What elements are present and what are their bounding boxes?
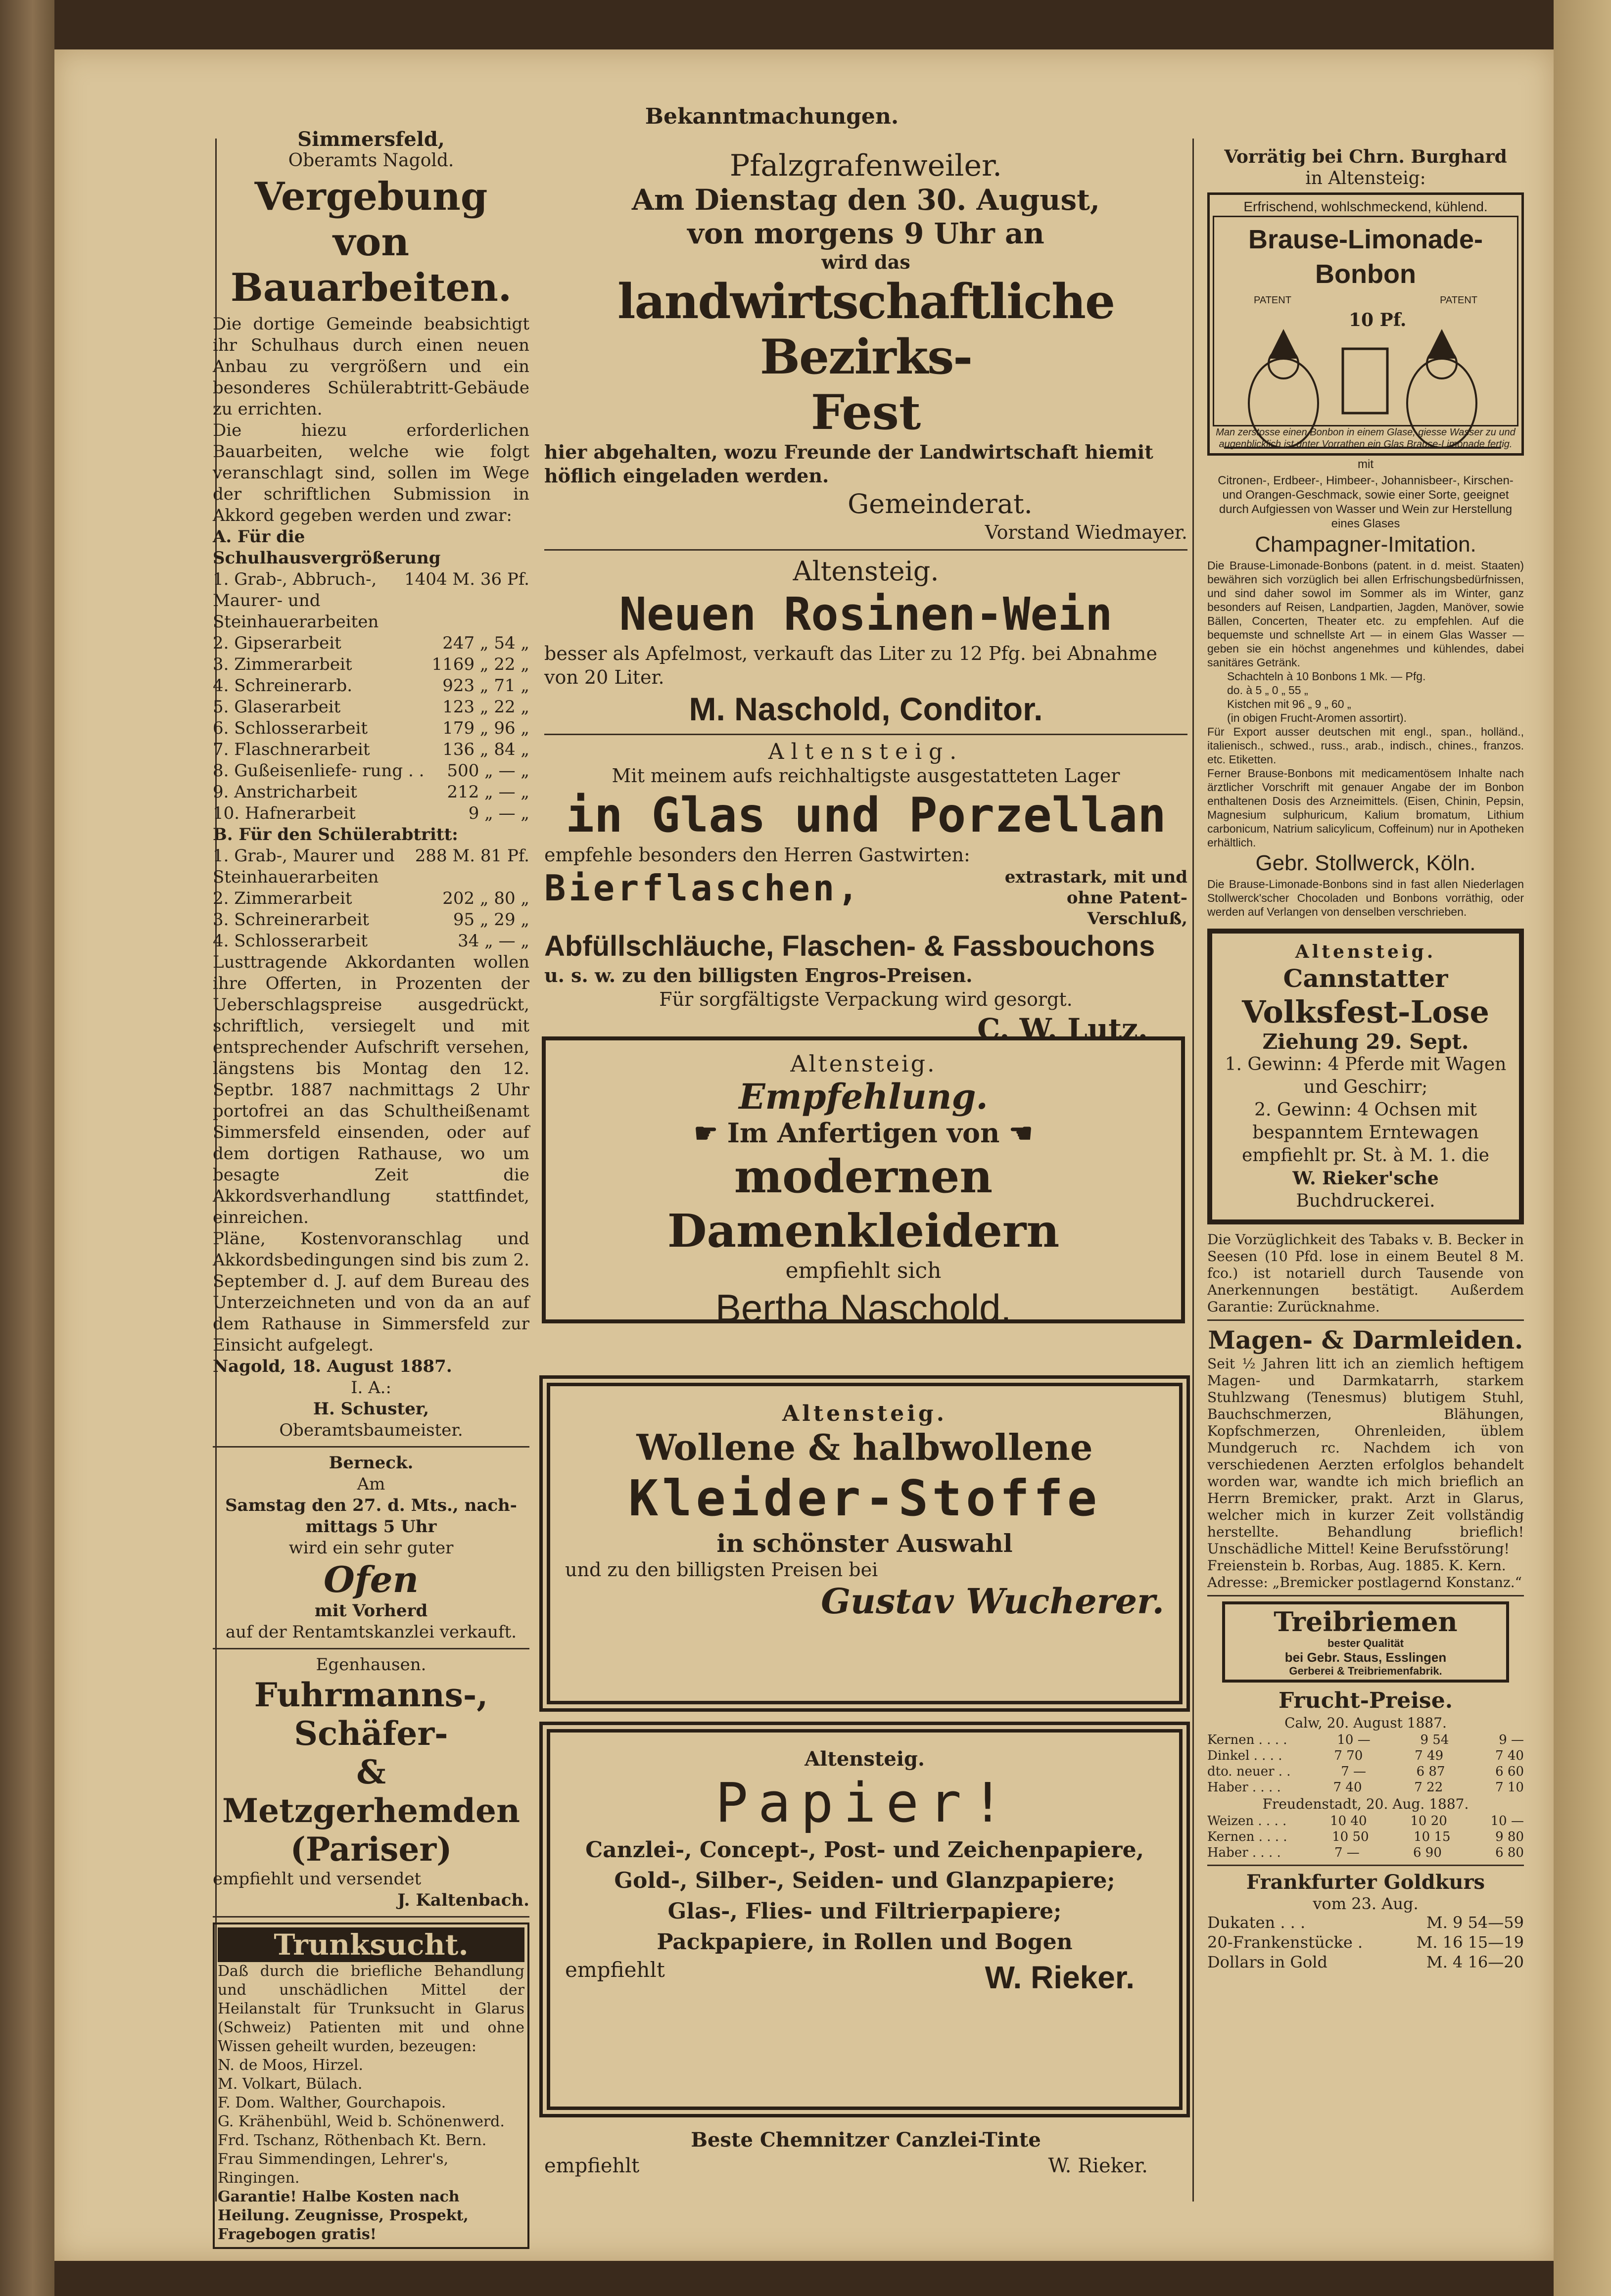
cost-item-name: 1. Grab-, Abbruch-, Maurer- und Steinhauerarbeiten: [213, 569, 379, 632]
brause-tag: Erfrischend, wohlschmeckend, kühlend.: [1243, 199, 1488, 214]
damen-big: modernen Damenkleidern: [667, 1150, 1060, 1258]
glas-bier-row: [544, 867, 1187, 929]
price-cell: 10 50: [1332, 1829, 1369, 1844]
berneck-l2: Samstag den 27. d. Mts., nach-: [225, 1496, 517, 1515]
testimonial-name: G. Krähenbühl, Weid b. Schönenwerd.: [218, 2113, 505, 2130]
stoffe-big: Kleider-Stoffe: [628, 1469, 1101, 1527]
damen-place: Altensteig.: [790, 1050, 937, 1077]
glas-sign: C. W. Lutz.: [977, 1012, 1148, 1046]
glas-place: Altensteig.: [768, 739, 964, 764]
egenhausen-l1: empfiehlt und versendet: [213, 1869, 422, 1889]
papier-big: Papier!: [715, 1771, 1014, 1834]
cost-item-value: 202 „ 80 „: [442, 889, 529, 908]
cost-item: [213, 697, 529, 718]
pfalz-sign2: Vorstand Wiedmayer.: [985, 521, 1187, 543]
brause-p3: Kistchen mit 96 „ 9 „ 60 „: [1227, 698, 1351, 710]
gold-table: [1207, 1913, 1524, 1972]
cost-item: [213, 888, 529, 909]
cost-item-name: 5. Glaserarbeit: [213, 697, 341, 717]
price-cell: 10 20: [1410, 1814, 1447, 1828]
cost-item: [213, 633, 529, 654]
cost-item-value: 179 „ 96 „: [442, 718, 529, 738]
brause-p4: (in obigen Frucht-Aromen assortirt).: [1227, 711, 1407, 724]
berneck-l5: mit Vorherd: [314, 1601, 428, 1621]
cost-item-name: 3. Schreinerarbeit: [213, 910, 369, 930]
cost-item: [213, 675, 529, 697]
price-cell: 6 90: [1413, 1845, 1442, 1860]
column-1: [213, 129, 529, 2249]
price-cell: 20-Frankenstücke .: [1207, 1933, 1363, 1952]
pfalz-big2: Fest: [810, 384, 921, 440]
cost-item-value: 95 „ 29 „: [453, 910, 529, 930]
trunksucht-foot: Garantie! Halbe Kosten nach Heilung. Zeugnisse, Prospekt, Fragebogen gratis!: [218, 2188, 469, 2243]
glas-l3: Abfüllschläuche, Flaschen- & Fassbouchons: [544, 930, 1155, 962]
simmersfeld-signtitle: Oberamtsbaumeister.: [279, 1420, 463, 1440]
stoffe-place: Altensteig.: [782, 1401, 948, 1426]
divider: [544, 549, 1187, 551]
column-2: [544, 148, 1187, 1047]
cost-item-name: 6. Schlosserarbeit: [213, 718, 368, 738]
damen-h1: Empfehlung.: [739, 1076, 988, 1117]
lose-box: [1207, 929, 1524, 1224]
tinte-sign: W. Rieker.: [1048, 2155, 1148, 2177]
magen-sign: Freienstein b. Rorbas, Aug. 1885. K. Kern.: [1207, 1557, 1506, 1574]
price-cell: 7 49: [1415, 1748, 1444, 1763]
glas-big: in Glas und Porzellan: [566, 788, 1166, 843]
section-b: B. Für den Schülerabtritt:: [213, 825, 458, 844]
egenhausen-h1: Fuhrmanns-, Schäfer-: [254, 1676, 488, 1753]
papier-l2: Gold-, Silber-, Seiden- und Glanzpapiere;: [614, 1868, 1115, 1893]
egenhausen-h2: & Metzgerhemden: [222, 1753, 520, 1830]
divider: [213, 1916, 529, 1918]
trunksucht-head: Trunksucht.: [218, 1927, 524, 1962]
pfalz-l3: wird das: [821, 251, 910, 273]
glas-l4: u. s. w. zu den billigsten Engros-Preisen.: [544, 964, 973, 986]
simmersfeld-headline: Vergebung von Bauarbeiten.: [230, 174, 512, 310]
lose-sign2: Buchdruckerei.: [1296, 1191, 1435, 1211]
price-cell: M. 4 16—20: [1426, 1953, 1524, 1971]
damen-ad: [542, 1036, 1185, 1330]
frucht-freud: Freudenstadt, 20. Aug. 1887.: [1262, 1796, 1469, 1812]
brause-patent-row: [1214, 291, 1517, 309]
price-row: [1207, 1932, 1524, 1952]
brause-firm: Gebr. Stollwerck, Köln.: [1255, 851, 1476, 875]
price-cell: Haber . . . .: [1207, 1845, 1281, 1860]
glas-bier: Bierflaschen,: [544, 867, 862, 909]
price-cell: 9 —: [1499, 1733, 1524, 1747]
damen-h2: Im Anfertigen von: [727, 1117, 1000, 1149]
simmersfeld-body2: Pläne, Kostenvoranschlag und Akkordsbedingungen sind bis zum 2. September d. J. auf dem Bureau des Unterzeichneten und von da an auf dem Rathause in Simmersfeld zur Einsicht aufgelegt.: [213, 1229, 529, 1355]
berneck-l4: wird ein sehr guter: [288, 1538, 454, 1558]
brause-top1: Vorrätig bei Chrn. Burghard: [1224, 146, 1507, 167]
simmersfeld-intro2: Die hiezu erforderlichen Bauarbeiten, welche wie folgt veranschlagt sind, sollen im Wege der schriftlichen Submission in Akkord gegeben werden und zwar:: [213, 421, 529, 525]
simmersfeld-body: Lusttragende Akkordanten wollen ihre Offerten, in Prozenten der Ueberschlagspreise ausgedrückt, schriftlich, versiegelt und mit entsprechender Aufschrift versehen, längstens bis Montag den 12. Septbr. 1887 nachmittags 2 Uhr portofrei an das Schultheißenamt Simmersfeld einsenden, oder auf dem dortigen Rathause, wo um besagte Zeit die Akkordsverhandlung stattfindet, einreichen.: [213, 952, 529, 1227]
cost-item-value: 288 M. 81 Pf.: [415, 846, 529, 866]
stoffe-l1: in schönster Auswahl: [716, 1529, 1013, 1558]
price-cell: 7 22: [1414, 1780, 1443, 1795]
lose-sign: W. Rieker'sche: [1292, 1168, 1439, 1189]
cost-item: [213, 803, 529, 824]
glas-bier2: extrastark, mit und ohne Patent-Verschluß,: [1004, 867, 1187, 929]
cost-item-name: 1. Grab-, Maurer und Steinhauerarbeiten: [213, 846, 395, 887]
items-b-list: [213, 845, 529, 952]
testimonial-name: M. Volkart, Bülach.: [218, 2075, 363, 2093]
price-cell: M. 16 15—19: [1416, 1933, 1524, 1952]
cost-item: [213, 654, 529, 675]
price-cell: M. 9 54—59: [1426, 1913, 1524, 1932]
price-row: [1207, 1845, 1524, 1861]
price-cell: Kernen . . . .: [1207, 1733, 1287, 1747]
price-row: [1207, 1813, 1524, 1829]
divider: [213, 1648, 529, 1649]
book-binding: [0, 0, 54, 2296]
cost-item: [213, 909, 529, 931]
cost-item: [213, 569, 529, 633]
simmersfeld-ia: I. A.:: [351, 1378, 391, 1398]
brause-flav: Citronen-, Erdbeer-, Himbeer-, Johannisbeer-, Kirschen- und Orangen-Geschmack, sowie einer Sorte, geeignet durch Aufgiessen von Wasser und Wein zur Herstellung eines Glases: [1218, 474, 1514, 530]
page-edge: [1554, 0, 1611, 2296]
pfalz-big1: landwirtschaftliche Bezirks-: [617, 274, 1115, 385]
papier-l1: Canzlei-, Concept-, Post- und Zeichenpapiere,: [585, 1837, 1144, 1863]
treib-l2: bei Gebr. Staus, Esslingen: [1284, 1650, 1447, 1665]
price-cell: 7 40: [1333, 1780, 1362, 1795]
price-cell: 6 60: [1495, 1764, 1524, 1779]
cost-item: [213, 760, 529, 782]
treib-big: Treibriemen: [1274, 1606, 1458, 1638]
price-row: [1207, 1780, 1524, 1795]
pfalz-sign: Gemeinderat.: [848, 488, 1033, 519]
cost-item-value: 1169 „ 22 „: [431, 655, 529, 674]
lose-place: Altensteig.: [1295, 941, 1436, 962]
brause-foot: Die Brause-Limonade-Bonbons sind in fast allen Niederlagen Stollwerck'scher Chocoladen und Bonbons vorräthig, oder werden auf Verlangen von denselben verschrieben.: [1207, 878, 1524, 918]
cost-item-name: 9. Anstricharbeit: [213, 782, 357, 802]
treib-l3: Gerberei & Treibriemenfabrik.: [1289, 1665, 1442, 1677]
tinte-l1: Beste Chemnitzer Canzlei-Tinte: [691, 2128, 1041, 2152]
price-cell: dto. neuer . .: [1207, 1764, 1291, 1779]
price-cell: Weizen . . . .: [1207, 1814, 1287, 1828]
papier-place: Altensteig.: [805, 1747, 925, 1771]
papier-l4: Packpapiere, in Rollen und Bogen: [657, 1929, 1073, 1955]
damen-l1: empfiehlt sich: [785, 1258, 942, 1283]
price-cell: Dollars in Gold: [1207, 1953, 1327, 1971]
trunksucht-box: [213, 1922, 529, 2249]
simmersfeld-sign: H. Schuster,: [313, 1399, 429, 1419]
simmersfeld-intro: Die dortige Gemeinde beabsichtigt ihr Schulhaus durch einen neuen Anbau zu vergrößern und ein besonderes Schülerabtritt-Gebäude zu errichten.: [213, 314, 529, 419]
cost-item-name: 3. Zimmerarbeit: [213, 655, 352, 674]
egenhausen-sign: J. Kaltenbach.: [397, 1890, 529, 1910]
lose-l2: 1. Gewinn: 4 Pferde mit Wagen und Geschirr;: [1225, 1054, 1507, 1097]
lose-h1: Cannstatter: [1283, 964, 1448, 993]
price-cell: 10 —: [1490, 1814, 1524, 1828]
berneck-l6: auf der Rentamtskanzlei verkauft.: [225, 1622, 517, 1642]
rosine-sign: M. Naschold, Conditor.: [689, 691, 1043, 727]
price-cell: 9 54: [1420, 1733, 1449, 1747]
brause-illustration: [1213, 216, 1518, 426]
papier-ad: [539, 1722, 1190, 2117]
section-header: Bekanntmachungen.: [645, 104, 899, 129]
trunksucht-names: [218, 2056, 524, 2188]
treib-l1: bester Qualität: [1327, 1637, 1404, 1649]
column-3: [1207, 146, 1524, 1972]
stoffe-ad: [539, 1375, 1190, 1712]
divider: [1207, 1319, 1524, 1321]
cost-item: [213, 845, 529, 888]
price-row: [1207, 1913, 1524, 1932]
cost-item-value: 34 „ — „: [458, 931, 529, 951]
cost-item-value: 923 „ 71 „: [442, 676, 529, 696]
damen-h2-row: [556, 1117, 1171, 1149]
brause-logo: Brause-Limonade-Bonbon: [1248, 225, 1483, 289]
simmersfeld-date: Nagold, 18. August 1887.: [213, 1357, 452, 1376]
cost-item-name: 4. Schreinerarb.: [213, 676, 353, 696]
glas-l5: Für sorgfältigste Verpackung wird gesorgt.: [659, 988, 1073, 1010]
testimonial-name: Frau Simmendingen, Lehrer's, Ringingen.: [218, 2151, 449, 2187]
lose-l3: 2. Gewinn: 4 Ochsen mit bespanntem Erntewagen: [1252, 1100, 1479, 1143]
cost-item: [213, 931, 529, 952]
price-row: [1207, 1764, 1524, 1780]
testimonial-name: Frd. Tschanz, Röthenbach Kt. Bern.: [218, 2132, 487, 2149]
frucht-calw: Calw, 20. August 1887.: [1284, 1715, 1447, 1731]
brause-price: 10 Pf.: [1349, 310, 1407, 330]
cost-item-name: 10. Hafnerarbeit: [213, 803, 356, 823]
cost-item-value: 136 „ 84 „: [442, 740, 529, 759]
rosine-l1: besser als Apfelmost, verkauft das Liter zu 12 Pfg. bei Abnahme von 20 Liter.: [544, 643, 1157, 688]
egenhausen-h3: (Pariser): [290, 1830, 452, 1869]
glas-l1: Mit meinem aufs reichhaltigste ausgestatteten Lager: [612, 765, 1120, 787]
pfalz-l1: Am Dienstag den 30. August,: [631, 183, 1100, 217]
price-cell: 6 80: [1495, 1845, 1524, 1860]
frucht-head: Frucht-Preise.: [1278, 1688, 1453, 1713]
cost-item-name: 7. Flaschnerarbeit: [213, 740, 370, 759]
stoffe-h1: Wollene & halbwollene: [636, 1426, 1093, 1468]
magen-head: Magen- & Darmleiden.: [1208, 1325, 1523, 1355]
pointing-hand-left-icon: ☛: [694, 1117, 718, 1149]
divider: [544, 734, 1187, 735]
magen-body: Seit ½ Jahren litt ich an ziemlich heftigem Magen- und Darmkatarrh, starkem Stuhlzwang (Tenesmus) blutigem Stuhl, Bauchschmerzen, Blähungen, Kopfschmerzen, Ohrenleiden, üblem Mundgeruch rc. Nachdem ich von verschiedenen Aerzten erfolglos behandelt worden war, wandte ich mich brieflich an Herrn Bremicker, prakt. Arzt in Glarus, welcher mich in kurzer Zeit vollständig herstellte. Behandlung brieflich! Unschädliche Mittel! Keine Berufsstörung!: [1207, 1356, 1524, 1557]
frucht-freud-table: [1207, 1813, 1524, 1861]
papier-l3: Glas-, Flies- und Filtrierpapiere;: [667, 1899, 1062, 1924]
tinte-l2: empfiehlt: [544, 2155, 640, 2177]
gold-head: Frankfurter Goldkurs: [1246, 1871, 1485, 1894]
price-cell: 7 —: [1341, 1764, 1366, 1779]
lose-l4: empfiehlt pr. St. à M. 1. die: [1242, 1145, 1489, 1166]
tinte-row: [544, 2153, 1187, 2179]
gnome-illustration-icon: [1214, 309, 1511, 458]
brause-p1: Schachteln à 10 Bonbons 1 Mk. — Pfg.: [1227, 670, 1426, 683]
rosine-place: Altensteig.: [793, 556, 939, 587]
section-a: A. Für die Schulhausvergrößerung: [213, 527, 441, 568]
cost-item: [213, 718, 529, 739]
items-a-list: [213, 569, 529, 824]
papier-sign: W. Rieker.: [985, 1960, 1135, 1995]
damen-sign: Bertha Naschold.: [715, 1286, 1012, 1330]
papier-foot: [565, 1958, 1164, 1997]
tinte-ad: [544, 2127, 1187, 2179]
cost-item-value: 500 „ — „: [447, 761, 529, 781]
simmersfeld-place: Simmersfeld,: [297, 128, 445, 151]
price-cell: 7 70: [1334, 1748, 1363, 1763]
price-cell: 7 10: [1495, 1780, 1524, 1795]
price-cell: Dinkel . . . .: [1207, 1748, 1282, 1763]
cost-item-name: 2. Zimmerarbeit: [213, 889, 352, 908]
price-cell: 10 15: [1414, 1829, 1451, 1844]
tabak-body: Die Vorzüglichkeit des Tabaks v. B. Becker in Seesen (10 Pfd. lose in einem Beutel 8 M. fco.) ist notariell durch Tausende von Anerkennungen bestätigt. Außerdem Garantie: Zurücknahme.: [1207, 1231, 1524, 1315]
cost-item: [213, 739, 529, 760]
price-row: [1207, 1732, 1524, 1748]
brause-caption: Man zerstosse einen Bonbon in einem Glase, giesse Wasser zu und augenblicklich ist unter Vorrathen ein Glas Brause-Limonade fertig.: [1216, 427, 1516, 450]
pfalz-place: Pfalzgrafenweiler.: [729, 148, 1002, 183]
brause-body2: Für Export ausser deutschen mit engl., span., holländ., italienisch., schwed., russ., arab., indisch., chines., franzos. etc. Etiketten.: [1207, 725, 1524, 766]
price-cell: 7 —: [1334, 1845, 1360, 1860]
price-row: [1207, 1829, 1524, 1845]
berneck-place: Berneck.: [329, 1453, 414, 1473]
cost-item-value: 123 „ 22 „: [442, 697, 529, 717]
stoffe-l2: und zu den billigsten Preisen bei: [565, 1559, 878, 1581]
cost-item-name: 4. Schlosserarbeit: [213, 931, 368, 951]
cost-item-value: 1404 M. 36 Pf.: [404, 569, 529, 589]
divider: [1207, 1595, 1524, 1596]
berneck-big: Ofen: [324, 1558, 419, 1600]
cost-item: [213, 782, 529, 803]
price-row: [1207, 1748, 1524, 1764]
column-rule-right: [1192, 139, 1194, 2202]
cost-item-value: 247 „ 54 „: [442, 633, 529, 653]
brause-patent2: PATENT: [1440, 295, 1477, 306]
price-cell: 10 40: [1330, 1814, 1367, 1828]
cost-item-name: 8. Gußeisenliefe- rung . .: [213, 761, 425, 781]
price-cell: 6 87: [1416, 1764, 1445, 1779]
simmersfeld-sub: Oberamts Nagold.: [288, 150, 454, 171]
brause-patent1: PATENT: [1254, 295, 1291, 306]
lose-big: Volksfest-Lose: [1242, 994, 1489, 1030]
rosine-big: Neuen Rosinen-Wein: [619, 588, 1113, 641]
trunksucht-body: Daß durch die briefliche Behandlung und unschädlichen Mittel der Heilanstalt für Trunksucht in Glarus (Schweiz) Patienten mit und ohne Wissen geheilt wurden, bezeugen:: [218, 1963, 524, 2055]
price-cell: Kernen . . . .: [1207, 1829, 1287, 1844]
price-row: [1207, 1952, 1524, 1972]
pointing-hand-right-icon: ☚: [1009, 1117, 1033, 1149]
pfalz-l2: von morgens 9 Uhr an: [687, 217, 1044, 250]
magen-addr: Adresse: „Bremicker postlagernd Konstanz.“: [1207, 1574, 1522, 1591]
price-cell: 10 —: [1337, 1733, 1371, 1747]
divider: [213, 1446, 529, 1448]
egenhausen-place: Egenhausen.: [316, 1655, 426, 1675]
brause-top2: in Altensteig:: [1305, 168, 1426, 188]
berneck-l3: mittags 5 Uhr: [305, 1517, 437, 1537]
treib-box: [1222, 1601, 1509, 1683]
testimonial-name: F. Dom. Walther, Gourchapois.: [218, 2094, 446, 2111]
glas-l2: empfehle besonders den Herren Gastwirten:: [544, 844, 970, 866]
cost-item-name: 2. Gipserarbeit: [213, 633, 341, 653]
lose-l1: Ziehung 29. Sept.: [1262, 1030, 1469, 1054]
testimonial-name: N. de Moos, Hirzel.: [218, 2057, 363, 2074]
brause-body3: Ferner Brause-Bonbons mit medicamentösem Inhalte nach ärztlicher Vorschrift mit genauer Angabe der im Bonbon enthaltenen Dosis des Arzneimittels. (Eisen, Chinin, Pepsin, Magnesium sulphuricum, Kalium bromatum, Lithium carbonicum, Natrium salicylicum, Coffeinum) nur in Apotheken erhältlich.: [1207, 767, 1524, 849]
pfalz-l4: hier abgehalten, wozu Freunde der Landwirtschaft hiemit höflich eingeladen werden.: [544, 441, 1153, 487]
brause-body: Die Brause-Limonade-Bonbons (patent. in d. meist. Staaten) bewähren sich vorzüglich bei allen Erfrischungsbedürfnissen, und sind daher sowol im Sommer als im Winter, ganz besonders auf Reisen, Landpartien, Jagden, Manöver, sowie Bällen, Concerten, Theater etc. zu empfehlen. Auf die bequemste und schnellste Art — in einem Glas Wasser — geben sie ein höchst angenehmes und kühlendes, dabei sanitäres Getränk.: [1207, 559, 1524, 669]
brause-p2: do. à 5 „ 0 „ 55 „: [1227, 684, 1308, 697]
papier-l5: empfiehlt: [565, 1958, 665, 1982]
frucht-calw-table: [1207, 1732, 1524, 1795]
gold-date: vom 23. Aug.: [1313, 1894, 1419, 1913]
brause-prices: [1207, 669, 1524, 725]
price-cell: 9 80: [1495, 1829, 1524, 1844]
berneck-l1: Am: [357, 1474, 385, 1494]
stoffe-sign: Gustav Wucherer.: [821, 1581, 1164, 1622]
price-cell: Haber . . . .: [1207, 1780, 1281, 1795]
brause-box: [1207, 192, 1524, 456]
price-cell: 7 40: [1495, 1748, 1524, 1763]
brause-champ: Champagner-Imitation.: [1255, 532, 1476, 557]
brause-mit: mit: [1358, 458, 1374, 471]
divider: [1207, 1865, 1524, 1866]
price-cell: Dukaten . . .: [1207, 1913, 1306, 1932]
cost-item-value: 9 „ — „: [468, 803, 529, 823]
cost-item-value: 212 „ — „: [447, 782, 529, 802]
